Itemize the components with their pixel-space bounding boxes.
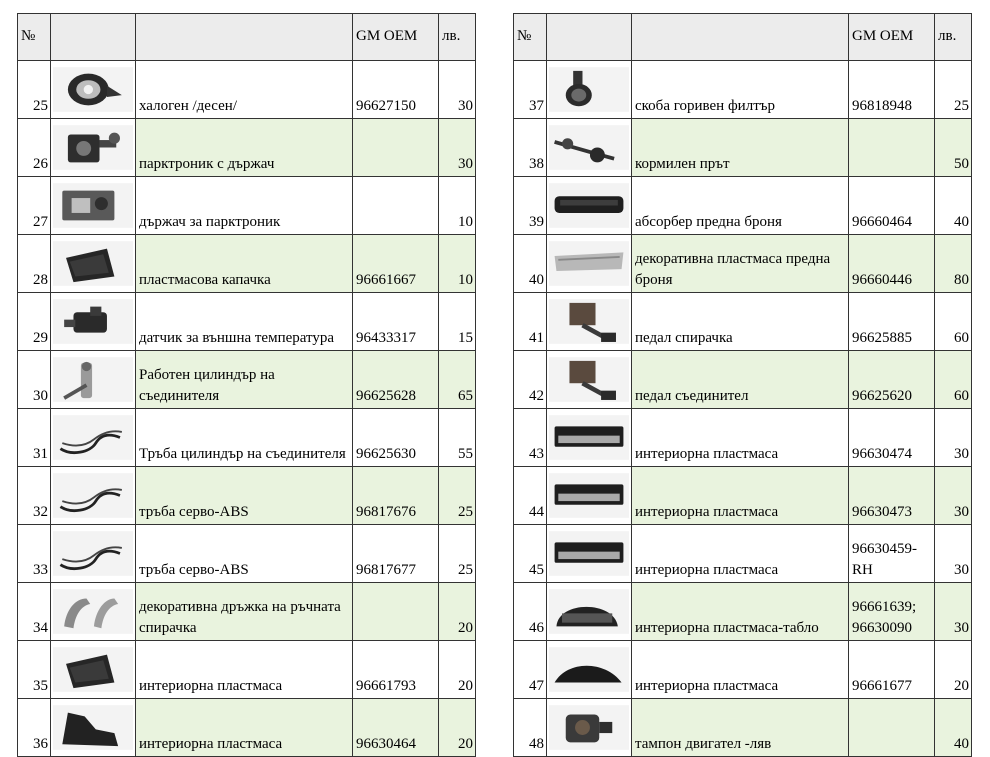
part-name: педал спирачка xyxy=(632,293,849,351)
part-photo xyxy=(547,467,632,525)
part-price: 15 xyxy=(439,293,476,351)
table-row xyxy=(18,467,476,525)
part-oem: 96660464 xyxy=(849,177,935,235)
part-name: пластмасова капачка xyxy=(136,235,353,293)
row-number: 28 xyxy=(18,235,51,293)
sill-icon xyxy=(549,415,629,460)
table-row xyxy=(514,525,972,583)
part-oem xyxy=(849,699,935,757)
header-oem: GM OEM xyxy=(353,14,439,61)
table-row xyxy=(18,119,476,177)
row-number: 32 xyxy=(18,467,51,525)
part-photo xyxy=(547,177,632,235)
header-name xyxy=(632,14,849,61)
part-name: тръба серво-ABS xyxy=(136,467,353,525)
part-name: педал съединител xyxy=(632,351,849,409)
part-price: 60 xyxy=(935,351,972,409)
header-row xyxy=(514,14,972,61)
table-row xyxy=(18,61,476,119)
header-image xyxy=(547,14,632,61)
part-photo xyxy=(51,61,136,119)
part-price: 30 xyxy=(935,409,972,467)
table-row xyxy=(514,293,972,351)
row-number: 31 xyxy=(18,409,51,467)
part-name: абсорбер предна броня xyxy=(632,177,849,235)
part-price: 20 xyxy=(439,699,476,757)
table-row xyxy=(514,583,972,641)
table-row xyxy=(514,119,972,177)
part-photo xyxy=(547,235,632,293)
part-oem: 96818948 xyxy=(849,61,935,119)
fog-light-icon xyxy=(53,67,133,112)
row-number: 40 xyxy=(514,235,547,293)
part-price: 10 xyxy=(439,177,476,235)
row-number: 25 xyxy=(18,61,51,119)
row-number: 47 xyxy=(514,641,547,699)
part-photo xyxy=(547,119,632,177)
part-name: Тръба цилиндър на съединителя xyxy=(136,409,353,467)
part-name: кормилен прът xyxy=(632,119,849,177)
row-number: 33 xyxy=(18,525,51,583)
part-oem xyxy=(353,583,439,641)
pedal-icon xyxy=(549,299,629,344)
part-name: интериорна пластмаса xyxy=(632,409,849,467)
table-row xyxy=(514,641,972,699)
dash-icon xyxy=(549,589,629,634)
part-oem xyxy=(353,177,439,235)
table-row xyxy=(18,177,476,235)
part-price: 40 xyxy=(935,699,972,757)
part-price: 25 xyxy=(935,61,972,119)
row-number: 44 xyxy=(514,467,547,525)
part-name: Работен цилиндър на съединителя xyxy=(136,351,353,409)
row-number: 48 xyxy=(514,699,547,757)
table-row xyxy=(18,293,476,351)
table-row xyxy=(514,235,972,293)
row-number: 46 xyxy=(514,583,547,641)
part-oem: 96817676 xyxy=(353,467,439,525)
part-photo xyxy=(547,351,632,409)
part-price: 30 xyxy=(935,525,972,583)
plastic-cap-icon xyxy=(53,647,133,692)
part-photo xyxy=(547,699,632,757)
part-photo xyxy=(51,351,136,409)
part-price: 40 xyxy=(935,177,972,235)
header-num: № xyxy=(514,14,547,61)
row-number: 39 xyxy=(514,177,547,235)
part-oem: 96625620 xyxy=(849,351,935,409)
part-oem: 96627150 xyxy=(353,61,439,119)
table-row xyxy=(18,525,476,583)
part-photo xyxy=(51,525,136,583)
part-oem: 96433317 xyxy=(353,293,439,351)
part-photo xyxy=(547,409,632,467)
part-name: скоба горивен филтър xyxy=(632,61,849,119)
row-number: 43 xyxy=(514,409,547,467)
sensor-holder-icon xyxy=(53,183,133,228)
part-price: 30 xyxy=(935,583,972,641)
parking-sensor-icon xyxy=(53,125,133,170)
part-photo xyxy=(51,467,136,525)
header-name xyxy=(136,14,353,61)
row-number: 45 xyxy=(514,525,547,583)
header-image xyxy=(51,14,136,61)
part-price: 60 xyxy=(935,293,972,351)
part-oem xyxy=(849,119,935,177)
row-number: 37 xyxy=(514,61,547,119)
pipe-icon xyxy=(53,415,133,460)
bumper-icon xyxy=(549,183,629,228)
part-name: интериорна пластмаса xyxy=(136,641,353,699)
row-number: 35 xyxy=(18,641,51,699)
part-oem: 96661677 xyxy=(849,641,935,699)
part-price: 50 xyxy=(935,119,972,177)
table-row xyxy=(514,409,972,467)
part-price: 25 xyxy=(439,525,476,583)
part-photo xyxy=(51,583,136,641)
table-row xyxy=(514,699,972,757)
part-price: 55 xyxy=(439,409,476,467)
row-number: 34 xyxy=(18,583,51,641)
cylinder-icon xyxy=(53,357,133,402)
dome-icon xyxy=(549,647,629,692)
row-number: 42 xyxy=(514,351,547,409)
part-name: интериорна пластмаса xyxy=(136,699,353,757)
part-price: 25 xyxy=(439,467,476,525)
part-photo xyxy=(51,235,136,293)
part-price: 20 xyxy=(439,583,476,641)
part-oem: 96630459-RH xyxy=(849,525,935,583)
part-name: държач за парктроник xyxy=(136,177,353,235)
part-price: 20 xyxy=(935,641,972,699)
header-row xyxy=(18,14,476,61)
table-row xyxy=(514,61,972,119)
header-price: лв. xyxy=(439,14,476,61)
part-photo xyxy=(51,119,136,177)
part-price: 30 xyxy=(439,119,476,177)
part-oem: 96625885 xyxy=(849,293,935,351)
clamp-icon xyxy=(549,67,629,112)
part-oem: 96661639; 96630090 xyxy=(849,583,935,641)
table-row xyxy=(18,351,476,409)
part-price: 30 xyxy=(439,61,476,119)
parts-table-right xyxy=(513,13,972,757)
row-number: 29 xyxy=(18,293,51,351)
part-name: тампон двигател -ляв xyxy=(632,699,849,757)
part-price: 20 xyxy=(439,641,476,699)
handle-icon xyxy=(53,589,133,634)
header-oem: GM OEM xyxy=(849,14,935,61)
part-photo xyxy=(51,293,136,351)
part-oem: 96817677 xyxy=(353,525,439,583)
pipe-icon xyxy=(53,473,133,518)
part-oem: 96625628 xyxy=(353,351,439,409)
row-number: 30 xyxy=(18,351,51,409)
header-price: лв. xyxy=(935,14,972,61)
part-name: халоген /десен/ xyxy=(136,61,353,119)
part-photo xyxy=(547,61,632,119)
pedal-icon xyxy=(549,357,629,402)
plastic-cap-icon xyxy=(53,241,133,286)
header-num: № xyxy=(18,14,51,61)
table-row xyxy=(514,467,972,525)
table-row xyxy=(514,351,972,409)
sill-icon xyxy=(549,473,629,518)
row-number: 38 xyxy=(514,119,547,177)
part-oem: 96630464 xyxy=(353,699,439,757)
part-name: тръба серво-ABS xyxy=(136,525,353,583)
part-price: 80 xyxy=(935,235,972,293)
trim-icon xyxy=(549,241,629,286)
part-name: декоративна дръжка на ръчната спирачка xyxy=(136,583,353,641)
part-price: 10 xyxy=(439,235,476,293)
part-name: интериорна пластмаса-табло xyxy=(632,583,849,641)
part-photo xyxy=(51,409,136,467)
part-name: интериорна пластмаса xyxy=(632,467,849,525)
part-photo xyxy=(547,641,632,699)
part-name: интериорна пластмаса xyxy=(632,525,849,583)
engine-mount-icon xyxy=(549,705,629,750)
part-name: декоративна пластмаса предна броня xyxy=(632,235,849,293)
panel-icon xyxy=(53,705,133,750)
steering-rod-icon xyxy=(549,125,629,170)
part-photo xyxy=(51,177,136,235)
parts-table-left xyxy=(17,13,476,757)
part-oem: 96660446 xyxy=(849,235,935,293)
table-row xyxy=(514,177,972,235)
row-number: 41 xyxy=(514,293,547,351)
part-price: 65 xyxy=(439,351,476,409)
sill-icon xyxy=(549,531,629,576)
part-name: парктроник с държач xyxy=(136,119,353,177)
part-photo xyxy=(51,699,136,757)
part-photo xyxy=(547,525,632,583)
row-number: 27 xyxy=(18,177,51,235)
part-oem: 96630473 xyxy=(849,467,935,525)
part-oem xyxy=(353,119,439,177)
row-number: 36 xyxy=(18,699,51,757)
table-row xyxy=(18,583,476,641)
table-row xyxy=(18,235,476,293)
part-name: интериорна пластмаса xyxy=(632,641,849,699)
table-row xyxy=(18,409,476,467)
part-oem: 96661667 xyxy=(353,235,439,293)
part-name: датчик за външна температура xyxy=(136,293,353,351)
part-photo xyxy=(547,293,632,351)
part-oem: 96625630 xyxy=(353,409,439,467)
part-photo xyxy=(51,641,136,699)
row-number: 26 xyxy=(18,119,51,177)
table-row xyxy=(18,641,476,699)
part-photo xyxy=(547,583,632,641)
temp-sensor-icon xyxy=(53,299,133,344)
part-oem: 96661793 xyxy=(353,641,439,699)
table-row xyxy=(18,699,476,757)
part-oem: 96630474 xyxy=(849,409,935,467)
pipe-icon xyxy=(53,531,133,576)
part-price: 30 xyxy=(935,467,972,525)
